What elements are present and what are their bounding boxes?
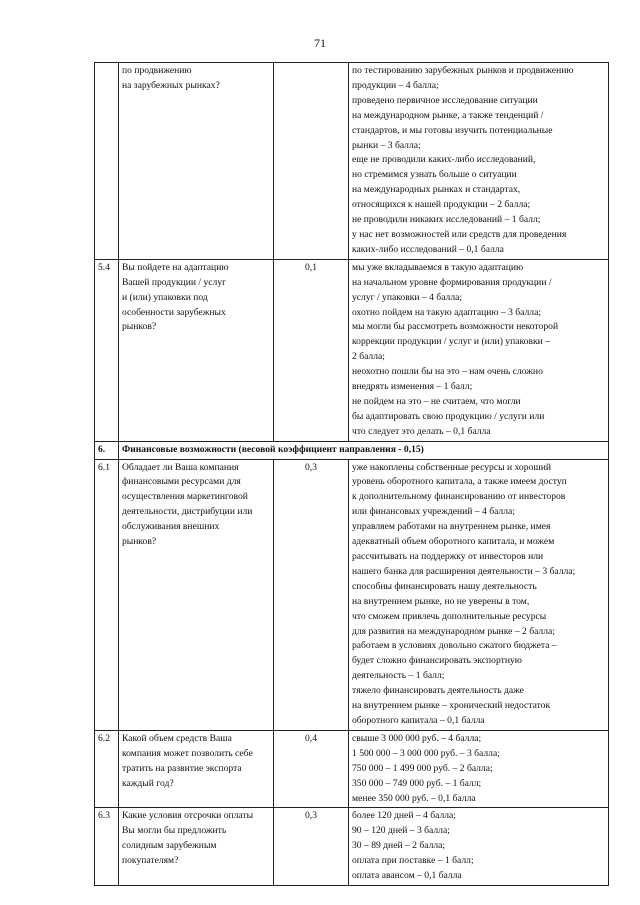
- answer-line: менее 350 000 руб. – 0,1 балла: [352, 792, 476, 804]
- question-line: каждый год?: [122, 777, 174, 789]
- answer-line: охотно пойдем на такую адаптацию – 3 балла;: [352, 306, 542, 318]
- question-line: рынков?: [122, 536, 157, 548]
- table-row: [95, 63, 609, 260]
- answer-line: 2 балла;: [352, 351, 385, 363]
- question-line: покупателям?: [122, 855, 179, 867]
- question-line: Вы могли бы предложить: [122, 825, 227, 837]
- question-line: обслуживания внешних: [122, 521, 220, 533]
- answer-line: проведено первичное исследование ситуации: [352, 94, 538, 106]
- weight-cell: 0,1: [274, 259, 349, 441]
- answer-line: не проводили никаких исследований – 1 балл;: [352, 214, 541, 226]
- answer-line: коррекции продукции / услуг и (или) упаковки –: [352, 336, 550, 348]
- page-number: 71: [314, 36, 326, 50]
- answer-line: работаем в условиях довольно сжатого бюджета –: [352, 640, 557, 652]
- question-line: Вашей продукции / услуг: [122, 276, 227, 288]
- answer-line: уровень оборотного капитала, а также имеем доступ: [352, 476, 567, 488]
- answer-line: что сможем привлечь дополнительные ресурсы: [352, 610, 547, 622]
- answer-line: свыше 3 000 000 руб. – 4 балла;: [352, 732, 482, 744]
- question-cell: [119, 459, 274, 730]
- answer-line: стандартов, и мы готовы изучить потенциальные: [352, 124, 553, 136]
- section-row: [95, 441, 609, 459]
- answers-cell: [349, 730, 609, 808]
- question-line: Какие условия отсрочки оплаты: [122, 810, 254, 822]
- answer-line: 750 000 – 1 499 000 руб. – 2 балла;: [352, 762, 493, 774]
- question-line: Вы пойдете на адаптацию: [122, 261, 229, 273]
- answer-line: к дополнительному финансированию от инвесторов: [352, 491, 566, 503]
- answers-cell: [349, 459, 609, 730]
- question-line: Обладает ли Ваша компания: [122, 461, 239, 473]
- answers-cell: [349, 63, 609, 260]
- section-number: 6.: [95, 441, 119, 459]
- answer-line: каких-либо исследований – 0,1 балла: [352, 243, 504, 255]
- answer-line: управляем работами на внутреннем рынке, имея: [352, 521, 551, 533]
- question-line: осуществления маркетинговой: [122, 491, 248, 503]
- answer-line: на начальном уровне формирования продукции /: [352, 276, 552, 288]
- answer-line: но стремимся узнать больше о ситуации: [352, 169, 517, 181]
- question-cell: [119, 259, 274, 441]
- answer-line: оплата при поставке – 1 балл;: [352, 855, 474, 867]
- question-cell: [119, 730, 274, 808]
- answer-line: более 120 дней – 4 балла;: [352, 810, 456, 822]
- question-line: солидным зарубежным: [122, 840, 217, 852]
- question-line: особенности зарубежных: [122, 306, 226, 318]
- answer-line: мы уже вкладываемся в такую адаптацию: [352, 261, 524, 273]
- question-line: по продвижению: [122, 65, 192, 76]
- answer-line: для развития на международном рынке – 2 балла;: [352, 625, 555, 637]
- answer-line: на международных рынках и стандартах,: [352, 184, 521, 196]
- table-body-top: [95, 63, 609, 442]
- item-number: 6.3: [95, 808, 119, 886]
- item-number: 6.1: [95, 459, 119, 730]
- answer-line: по тестированию зарубежных рынков и продвижению: [352, 65, 574, 76]
- item-number: [95, 63, 119, 260]
- answer-line: на международном рынке, а также тенденций /: [352, 109, 544, 121]
- question-line: компания может позволить себе: [122, 747, 253, 759]
- answer-line: будет сложно финансировать экспортную: [352, 655, 522, 667]
- question-line: Какой объем средств Ваша: [122, 732, 232, 744]
- answer-line: 90 – 120 дней – 3 балла;: [352, 825, 450, 837]
- question-cell: [119, 63, 274, 260]
- answer-line: на внутреннем рынке, но не уверены в том,: [352, 595, 530, 607]
- answer-line: оборотного капитала – 0,1 балла: [352, 714, 485, 726]
- answer-line: продукции – 4 балла;: [352, 79, 439, 91]
- answer-line: нашего банка для расширения деятельности – 3 балла;: [352, 565, 576, 577]
- answers-cell: [349, 808, 609, 886]
- item-number: 6.2: [95, 730, 119, 808]
- answers-cell: [349, 259, 609, 441]
- answer-line: что следует это делать – 0,1 балла: [352, 425, 491, 437]
- weight-cell: 0,3: [274, 459, 349, 730]
- answer-line: деятельность – 1 балл;: [352, 670, 445, 682]
- table-body-bottom: [95, 459, 609, 885]
- answer-line: 350 000 – 749 000 руб. – 1 балл;: [352, 777, 482, 789]
- section-header: [95, 441, 609, 459]
- answer-line: на внутреннем рынке – хронический недостаток: [352, 700, 551, 712]
- answer-line: внедрять изменения – 1 балл;: [352, 381, 473, 393]
- table-row: [95, 730, 609, 808]
- answer-line: услуг / упаковки – 4 балла;: [352, 291, 463, 303]
- weight-cell: 0,4: [274, 730, 349, 808]
- answer-line: мы могли бы рассмотреть возможности некоторой: [352, 321, 559, 333]
- answer-line: 1 500 000 – 3 000 000 руб. – 3 балла;: [352, 747, 500, 759]
- question-line: и (или) упаковки под: [122, 291, 208, 303]
- answer-line: уже накоплены собственные ресурсы и хороший: [352, 461, 551, 473]
- question-line: рынков?: [122, 321, 157, 333]
- answer-line: или финансовых учреждений – 4 балла;: [352, 506, 515, 518]
- item-number: 5.4: [95, 259, 119, 441]
- question-line: финансовыми ресурсами для: [122, 476, 241, 488]
- answer-line: оплата авансом – 0,1 балла: [352, 870, 462, 882]
- question-cell: [119, 808, 274, 886]
- answer-line: относящихся к нашей продукции – 2 балла;: [352, 199, 531, 211]
- question-line: на зарубежных рынках?: [122, 79, 220, 91]
- questionnaire-table: [94, 62, 609, 886]
- answer-line: бы адаптировать свою продукцию / услуги или: [352, 410, 545, 422]
- table-row: [95, 808, 609, 886]
- answer-line: 30 – 89 дней – 2 балла;: [352, 840, 446, 852]
- answer-line: еще не проводили каких-либо исследований,: [352, 154, 536, 166]
- weight-cell: [274, 63, 349, 260]
- weight-cell: 0,3: [274, 808, 349, 886]
- answer-line: не пойдем на это – не считаем, что могли: [352, 395, 521, 407]
- answer-line: адекватный объем оборотного капитала, и можем: [352, 536, 555, 548]
- answer-line: у нас нет возможностей или средств для проведения: [352, 228, 567, 240]
- table-row: [95, 459, 609, 730]
- answer-line: рассчитывать на поддержку от инвесторов или: [352, 551, 544, 562]
- question-line: тратить на развитие экспорта: [122, 762, 242, 774]
- answer-line: рынки – 3 балла;: [352, 139, 421, 151]
- answer-line: способны финансировать нашу деятельность: [352, 580, 537, 592]
- question-line: деятельности, дистрибуции или: [122, 506, 253, 518]
- answer-line: тяжело финансировать деятельность даже: [352, 685, 524, 697]
- answer-line: неохотно пошли бы на это – нам очень сложно: [352, 366, 543, 378]
- table-row: [95, 259, 609, 441]
- section-title: Финансовые возможности (весовой коэффициент направления - 0,15): [119, 441, 609, 459]
